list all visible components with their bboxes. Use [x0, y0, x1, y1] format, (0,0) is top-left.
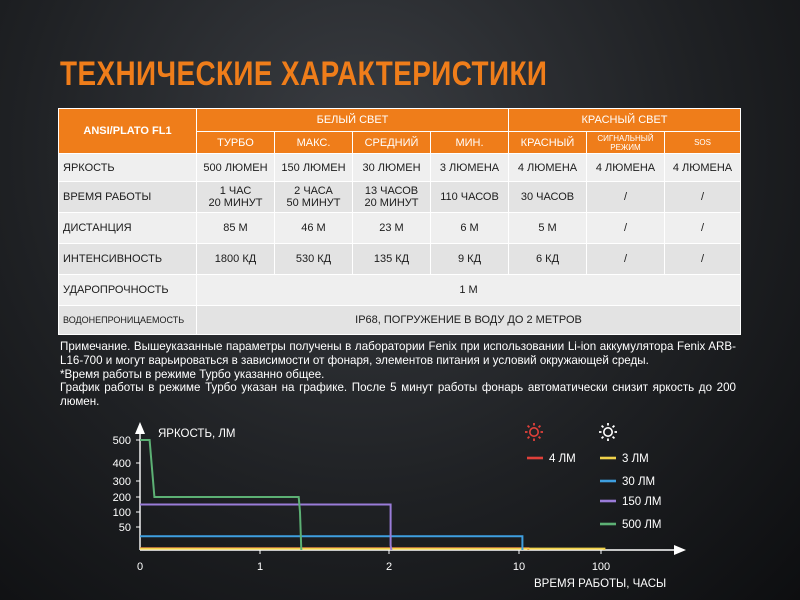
table-cell: 85 М — [197, 213, 275, 244]
mode-header: МИН. — [431, 132, 509, 154]
x-axis-label: ВРЕМЯ РАБОТЫ, ЧАСЫ — [534, 578, 667, 590]
note-line: Примечание. Вышеуказанные параметры получены в лаборатории Fenix при использовании Li-ion аккумулятора Fenix ARB-L16-700 и могут варьироваться в зависимости от фонаря, элементов питания и условий окружающей среды. — [60, 340, 736, 367]
x-tick-label: 2 — [385, 561, 393, 573]
y-tick-label: 500 — [112, 435, 131, 447]
table-cell: 530 КД — [275, 244, 353, 275]
legend-label: 500 ЛМ — [622, 519, 662, 531]
legend-label: 30 ЛМ — [622, 476, 656, 488]
table-cell-merged: 1 М — [197, 275, 741, 306]
table-cell: 150 ЛЮМЕН — [275, 154, 353, 182]
table-cell: 9 КД — [431, 244, 509, 275]
table-cell: / — [587, 244, 665, 275]
series-line — [140, 440, 301, 550]
table-cell: 5 М — [509, 213, 587, 244]
table-cell: 30 ЧАСОВ — [509, 182, 587, 213]
mode-header: МАКС. — [275, 132, 353, 154]
x-tick-label: 1 — [256, 561, 264, 573]
y-tick-label: 50 — [118, 522, 131, 534]
row-label: ВОДОНЕПРОНИЦАЕМОСТЬ — [59, 306, 197, 335]
table-cell: / — [665, 213, 741, 244]
table-cell: 500 ЛЮМЕН — [197, 154, 275, 182]
table-cell: 110 ЧАСОВ — [431, 182, 509, 213]
page-title: ТЕХНИЧЕСКИЕ ХАРАКТЕРИСТИКИ — [60, 55, 548, 93]
row-label: ВРЕМЯ РАБОТЫ — [59, 182, 197, 213]
table-cell: 6 М — [431, 213, 509, 244]
table-cell: 30 ЛЮМЕН — [353, 154, 431, 182]
note-line: График работы в режиме Турбо указан на графике. После 5 минут работы фонарь автоматически снизит яркость до 200 люмен. — [60, 381, 736, 409]
row-label: УДАРОПРОЧНОСТЬ — [59, 275, 197, 306]
model-header: ANSI/PLATO FL1 — [59, 109, 197, 154]
table-cell: 4 ЛЮМЕНА — [665, 154, 741, 182]
table-cell-merged: IP68, ПОГРУЖЕНИЕ В ВОДУ ДО 2 МЕТРОВ — [197, 306, 741, 335]
row-label: ЯРКОСТЬ — [59, 154, 197, 182]
y-tick-label: 200 — [112, 492, 131, 504]
x-tick-label: 0 — [136, 561, 144, 573]
table-cell: / — [587, 213, 665, 244]
table-cell: 2 ЧАСА 50 МИНУТ — [275, 182, 353, 213]
table-cell: 46 М — [275, 213, 353, 244]
table-cell: 6 КД — [509, 244, 587, 275]
table-cell: 3 ЛЮМЕНА — [431, 154, 509, 182]
x-tick-label: 100 — [591, 561, 611, 573]
table-cell: / — [665, 182, 741, 213]
mode-header: SOS — [665, 132, 741, 154]
row-label: ДИСТАНЦИЯ — [59, 213, 197, 244]
x-axis-arrow — [674, 545, 686, 555]
mode-header: СРЕДНИЙ — [353, 132, 431, 154]
legend-label: 150 ЛМ — [622, 496, 662, 508]
table-cell: 135 КД — [353, 244, 431, 275]
group-header-red: КРАСНЫЙ СВЕТ — [509, 109, 741, 132]
mode-header: ТУРБО — [197, 132, 275, 154]
table-cell: 23 М — [353, 213, 431, 244]
mode-header: КРАСНЫЙ — [509, 132, 587, 154]
y-tick-label: 300 — [112, 476, 131, 488]
table-cell: 4 ЛЮМЕНА — [509, 154, 587, 182]
group-header-white: БЕЛЫЙ СВЕТ — [197, 109, 509, 132]
red-light-icon — [525, 423, 543, 441]
table-cell: / — [587, 182, 665, 213]
y-axis-label: ЯРКОСТЬ, ЛМ — [158, 428, 236, 440]
mode-header: СИГНАЛЬНЫЙ РЕЖИМ — [587, 132, 665, 154]
row-label: ИНТЕНСИВНОСТЬ — [59, 244, 197, 275]
table-cell: 1800 КД — [197, 244, 275, 275]
x-tick-label: 10 — [512, 561, 526, 573]
table-cell: 13 ЧАСОВ 20 МИНУТ — [353, 182, 431, 213]
white-light-icon — [599, 423, 617, 441]
table-cell: 4 ЛЮМЕНА — [587, 154, 665, 182]
series-line — [140, 505, 391, 551]
note-line: *Время работы в режиме Турбо указанно общее. — [60, 367, 325, 381]
y-axis-arrow — [135, 422, 145, 434]
y-tick-label: 100 — [112, 507, 131, 519]
y-tick-label: 400 — [112, 458, 131, 470]
table-cell: 1 ЧАС 20 МИНУТ — [197, 182, 275, 213]
legend-label: 4 ЛМ — [549, 453, 576, 465]
table-cell: / — [665, 244, 741, 275]
legend-label: 3 ЛМ — [622, 453, 649, 465]
